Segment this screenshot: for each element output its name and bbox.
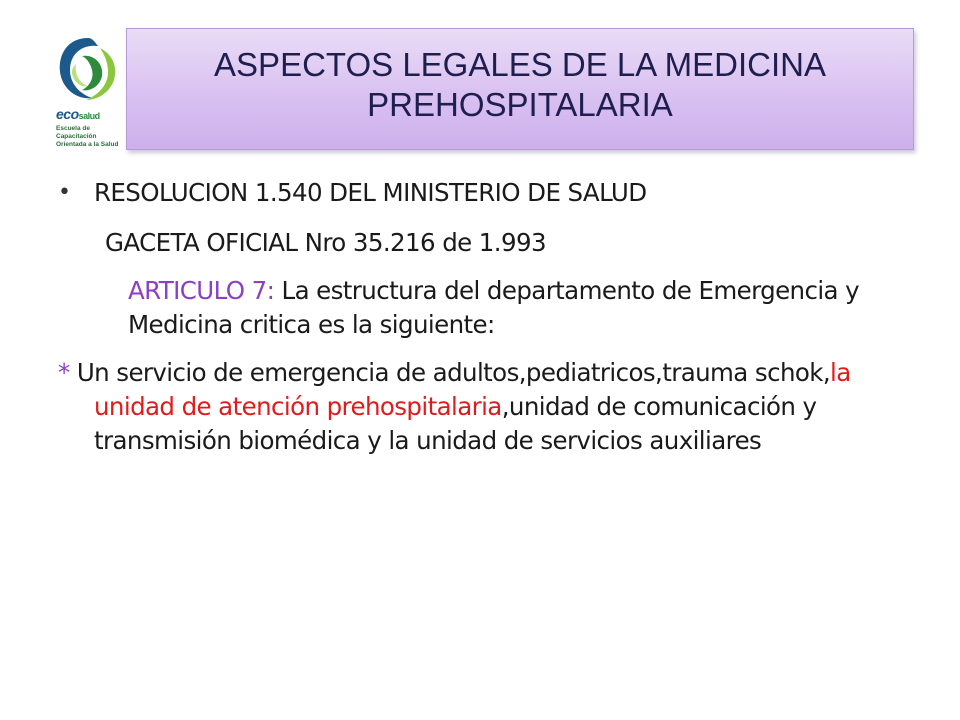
bullet-dot-icon: • [58,180,71,205]
slide-title [127,45,913,125]
article-text: La estructura del departamento de Emergencia y Medicina critica es la siguiente: [128,276,860,339]
slide-title-line-1: ASPECTOS LEGALES DE LA MEDICINA [214,46,826,83]
ecosalud-logo-icon [54,34,122,104]
article-paragraph [58,274,878,342]
asterisk-mark: * [58,358,70,387]
services-highlight: la unidad de atención prehospitalaria [94,358,851,421]
logo-name-main: eco [56,106,79,122]
services-text-part-1: Un servicio de emergencia de adultos,pediatricos,trauma schok, [69,358,831,387]
logo-tagline-line-2: Orientada a la Salud [56,141,119,148]
article-label: ARTICULO 7 [128,276,267,305]
resolution-text: RESOLUCION 1.540 DEL MINISTERIO DE SALUD [94,178,647,207]
slide-body [58,176,878,458]
logo-tagline-line-1: Escuela de Capacitación [56,125,97,140]
slide-title-line-2: PREHOSPITALARIA [367,86,673,123]
gaceta-line: GACETA OFICIAL Nro 35.216 de 1.993 [105,228,546,257]
title-banner [126,28,914,150]
logo-name [56,106,100,122]
bullet-item [58,176,878,210]
logo [46,28,128,150]
article-colon: : [266,276,275,305]
logo-name-sub: salud [78,111,100,121]
services-text-part-2: ,unidad de comunicación y transmisión biomédica y la unidad de servicios auxiliares [94,392,817,455]
logo-tagline [56,125,126,149]
services-paragraph [58,356,878,458]
